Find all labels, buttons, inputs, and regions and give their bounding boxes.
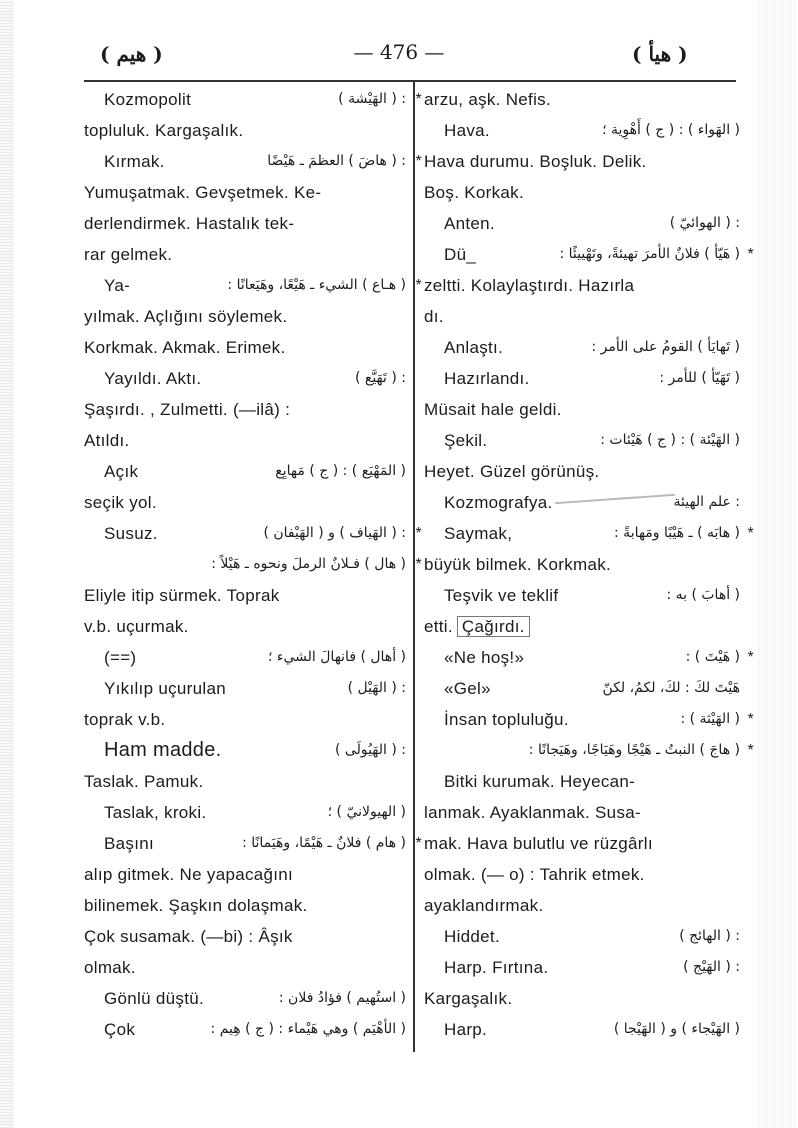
arabic-headword: ( الهيولانيّ ) ؛ xyxy=(327,804,406,820)
entry-line xyxy=(84,704,406,735)
entry-line xyxy=(424,766,740,797)
entry-text: etti. xyxy=(424,617,453,636)
entry-line xyxy=(424,580,740,611)
header-left-guide-word: ( هیم ) xyxy=(100,42,163,66)
arabic-headword: ( تَهايَأ ) القومُ على الأمر : xyxy=(591,339,740,355)
entry-text: Ya- xyxy=(104,276,131,295)
entry-line xyxy=(84,983,406,1014)
entry-text: Kargaşalık. xyxy=(424,989,513,1008)
entry-line xyxy=(424,332,740,363)
entry-line xyxy=(84,425,406,456)
entry-line xyxy=(424,735,754,766)
entry-line xyxy=(84,115,406,146)
entry-text: Eliyle itip sürmek. Toprak xyxy=(84,586,280,605)
entry-line xyxy=(84,487,406,518)
entry-text: dı. xyxy=(424,307,444,326)
arabic-headword: ( هابَه ) ـ هَيْبًا ومَهابةً : xyxy=(614,525,740,541)
arabic-headword: ( استُهيم ) فؤادُ فلان : xyxy=(278,990,406,1006)
entry-text: Boş. Korkak. xyxy=(424,183,524,202)
entry-text: (==) xyxy=(104,648,137,667)
entry-text: Müsait hale geldi. xyxy=(424,400,562,419)
arabic-headword: ( هَيّأ ) فلانٌ الأمرَ تهيئةً، وتَهْييئًا : xyxy=(559,246,740,262)
arabic-headword: : ( الهوائيّ ) xyxy=(669,215,740,231)
entry-text: Teşvik ve teklif xyxy=(444,586,559,605)
entry-text: Dü_ xyxy=(444,245,477,264)
entry-text: arzu, aşk. Nefis. xyxy=(424,90,551,109)
entry-text: Başını xyxy=(104,834,154,853)
arabic-headword: ( هام ) فلانٌ ـ هَيْمًا، وهَيَمانًا : xyxy=(242,835,406,851)
entry-line xyxy=(84,642,406,673)
arabic-headword: هَيْتَ لكَ : لكَ، لكمُ، لكنّ xyxy=(602,680,740,696)
entry-line xyxy=(84,332,406,363)
entry-text: bilinemek. Şaşkın dolaşmak. xyxy=(84,896,308,915)
entry-line xyxy=(84,301,406,332)
root-entry-marker: * xyxy=(747,649,754,666)
entry-line xyxy=(84,394,406,425)
root-entry-marker: * xyxy=(415,835,422,852)
entry-text: Çok xyxy=(104,1020,136,1039)
entry-line xyxy=(424,921,740,952)
entry-text: Kozmopolit xyxy=(104,90,192,109)
entry-line xyxy=(84,735,406,766)
arabic-headword: ( الهَواء ) : ( ج ) أَهْوِية ؛ xyxy=(602,122,740,138)
entry-line xyxy=(424,425,740,456)
entry-text: mak. Hava bulutlu ve rüzgârlı xyxy=(424,834,653,853)
entry-line xyxy=(84,177,406,208)
entry-text: Harp. Fırtına. xyxy=(444,958,549,977)
entry-text: Kırmak. xyxy=(104,152,165,171)
right-column xyxy=(424,84,754,1045)
entry-line xyxy=(424,518,754,549)
scan-edge-right xyxy=(758,0,798,1128)
root-entry-marker: * xyxy=(415,91,422,108)
arabic-headword: ( الهَيْجاء ) و ( الهَيْجا ) xyxy=(613,1021,740,1037)
arabic-headword: : ( الهائج ) xyxy=(679,928,740,944)
entry-text: Anlaştı. xyxy=(444,338,504,357)
header-rule xyxy=(84,80,736,82)
entry-text: olmak. (— o) : Tahrik etmek. xyxy=(424,865,645,884)
entry-text: zeltti. Kolaylaştırdı. Hazırla xyxy=(424,276,635,295)
entry-line xyxy=(84,1014,406,1045)
entry-line xyxy=(84,456,406,487)
entry-text: Saymak, xyxy=(444,524,513,543)
arabic-headword: : ( الهَياف ) و ( الهَيْفان ) xyxy=(263,525,406,541)
left-column xyxy=(84,84,422,1045)
entry-line xyxy=(424,146,740,177)
entry-line xyxy=(84,952,406,983)
arabic-headword: ( المَهْيَع ) : ( ج ) مَهايِع xyxy=(275,463,406,479)
arabic-headword: : علم الهيئة xyxy=(673,494,740,510)
entry-line xyxy=(424,115,740,146)
root-entry-marker: * xyxy=(415,277,422,294)
arabic-headword: ( تَهَيّأ ) للأمر : xyxy=(659,370,740,386)
entry-text: Gönlü düştü. xyxy=(104,989,204,1008)
arabic-headword: ( أهابَ ) به : xyxy=(666,587,740,603)
entry-text: Yıkılıp uçurulan xyxy=(104,679,226,698)
arabic-headword: : ( الهَيُولَى ) xyxy=(335,742,406,758)
root-entry-marker: * xyxy=(747,742,754,759)
entry-text: Taslak, kroki. xyxy=(104,803,207,822)
entry-line xyxy=(424,1014,740,1045)
entry-line xyxy=(84,363,406,394)
entry-text: Korkmak. Akmak. Erimek. xyxy=(84,338,286,357)
entry-line xyxy=(424,363,740,394)
entry-line xyxy=(424,983,740,1014)
arabic-headword: ( الهَيْئة ) : ( ج ) هَيْئات : xyxy=(600,432,740,448)
entry-line xyxy=(84,580,406,611)
entry-text: Atıldı. xyxy=(84,431,130,450)
scan-edge-left xyxy=(0,0,14,1128)
entry-line xyxy=(84,549,422,580)
entry-text: Heyet. Güzel görünüş. xyxy=(424,462,600,481)
page-header xyxy=(0,38,798,72)
entry-text: v.b. uçurmak. xyxy=(84,617,189,636)
root-entry-marker: * xyxy=(415,556,422,573)
entry-line xyxy=(424,177,740,208)
entry-line xyxy=(424,859,740,890)
page-number: — 476 — xyxy=(353,40,445,64)
entry-line xyxy=(84,797,406,828)
entry-text: lanmak. Ayaklanmak. Susa- xyxy=(424,803,641,822)
entry-text: Şekil. xyxy=(444,431,488,450)
entry-text: İnsan topluluğu. xyxy=(444,710,569,729)
entry-line xyxy=(84,859,406,890)
arabic-headword: ( هـاع ) الشيء ـ هَيْعًا، وهَيَعانًا : xyxy=(227,277,406,293)
entry-text: olmak. xyxy=(84,958,136,977)
entry-line xyxy=(84,270,422,301)
entry-text: Bitki kurumak. Heyecan- xyxy=(444,772,636,791)
entry-text: Açık xyxy=(104,462,139,481)
entry-text: «Gel» xyxy=(444,679,491,698)
entry-text: Hava. xyxy=(444,121,490,140)
entry-line xyxy=(84,239,406,270)
entry-text: büyük bilmek. Korkmak. xyxy=(424,555,612,574)
entry-line xyxy=(424,84,740,115)
entry-text: derlendirmek. Hastalık tek- xyxy=(84,214,295,233)
entry-text: Ham madde. xyxy=(104,739,222,761)
root-entry-marker: * xyxy=(415,525,422,542)
entry-text: Hava durumu. Boşluk. Delik. xyxy=(424,152,647,171)
entry-line xyxy=(84,518,422,549)
root-entry-marker: * xyxy=(415,153,422,170)
entry-text: Kozmografya. xyxy=(444,493,553,512)
entry-line xyxy=(424,642,754,673)
entry-text: ayaklandırmak. xyxy=(424,896,544,915)
entry-line xyxy=(424,549,740,580)
arabic-headword: : ( هاضَ ) العظمَ ـ هَيْضًا xyxy=(267,153,406,169)
entry-line xyxy=(84,890,406,921)
arabic-headword: : ( تَهَيَّع ) xyxy=(354,370,406,386)
arabic-headword: ( أهال ) فانهالَ الشيء ؛ xyxy=(268,649,406,665)
arabic-headword: ( هال ) فـلانٌ الرملَ ونحوه ـ هَيْلاً : xyxy=(211,556,406,572)
entry-text: Taslak. Pamuk. xyxy=(84,772,204,791)
entry-line xyxy=(84,84,422,115)
entry-line xyxy=(84,828,422,859)
entry-text: Yayıldı. Aktı. xyxy=(104,369,202,388)
entry-text: «Ne hoş!» xyxy=(444,648,525,667)
entry-text: Hazırlandı. xyxy=(444,369,530,388)
entry-text: topluluk. Kargaşalık. xyxy=(84,121,244,140)
arabic-headword: ( الهَيْثة ) : xyxy=(680,711,740,727)
entry-line xyxy=(424,797,740,828)
entry-line xyxy=(84,673,406,704)
entry-line xyxy=(424,828,740,859)
boxed-text: Çağırdı. xyxy=(457,616,530,637)
root-entry-marker: * xyxy=(747,711,754,728)
entry-line xyxy=(424,456,740,487)
entry-line xyxy=(84,146,422,177)
header-right-guide-word: ( هیأ ) xyxy=(632,42,688,66)
root-entry-marker: * xyxy=(747,246,754,263)
entry-text: Şaşırdı. , Zulmetti. (—ilâ) : xyxy=(84,400,291,419)
entry-line xyxy=(424,301,740,332)
arabic-headword: : ( الهَيْشة ) xyxy=(338,91,406,107)
entry-line xyxy=(424,673,740,704)
entry-line xyxy=(424,208,740,239)
entry-line xyxy=(424,394,740,425)
entry-line xyxy=(424,487,740,518)
entry-text: Anten. xyxy=(444,214,495,233)
entry-text: toprak v.b. xyxy=(84,710,166,729)
entry-text: Yumuşatmak. Gevşetmek. Ke- xyxy=(84,183,322,202)
arabic-headword: : ( الهَيْج ) xyxy=(683,959,740,975)
root-entry-marker: * xyxy=(747,525,754,542)
entry-line xyxy=(424,952,740,983)
entry-line xyxy=(424,611,740,642)
arabic-headword: ( هاجَ ) النبتُ ـ هَيْجًا وهَيَاجًا، وهَيَجانًا : xyxy=(528,742,740,758)
entry-line xyxy=(84,208,406,239)
entry-text: rar gelmek. xyxy=(84,245,173,264)
entry-line xyxy=(424,239,754,270)
entry-line xyxy=(84,766,406,797)
entry-text: yılmak. Açlığını söylemek. xyxy=(84,307,288,326)
arabic-headword: : ( الهَيْل ) xyxy=(347,680,406,696)
entry-line xyxy=(424,270,740,301)
entry-line xyxy=(84,921,406,952)
arabic-headword: ( الأهْيَم ) وهي هَيْماء : ( ج ) هِيم : xyxy=(210,1021,406,1037)
entry-text: seçik yol. xyxy=(84,493,157,512)
entry-line xyxy=(84,611,406,642)
entry-text: Harp. xyxy=(444,1020,488,1039)
entry-text: Çok susamak. (—bi) : Âşık xyxy=(84,927,293,946)
entry-text: alıp gitmek. Ne yapacağını xyxy=(84,865,294,884)
entry-text: Susuz. xyxy=(104,524,158,543)
arabic-headword: ( هَيْتَ ) : xyxy=(685,649,740,665)
entry-line xyxy=(424,704,754,735)
entry-text: Hiddet. xyxy=(444,927,500,946)
entry-line xyxy=(424,890,740,921)
